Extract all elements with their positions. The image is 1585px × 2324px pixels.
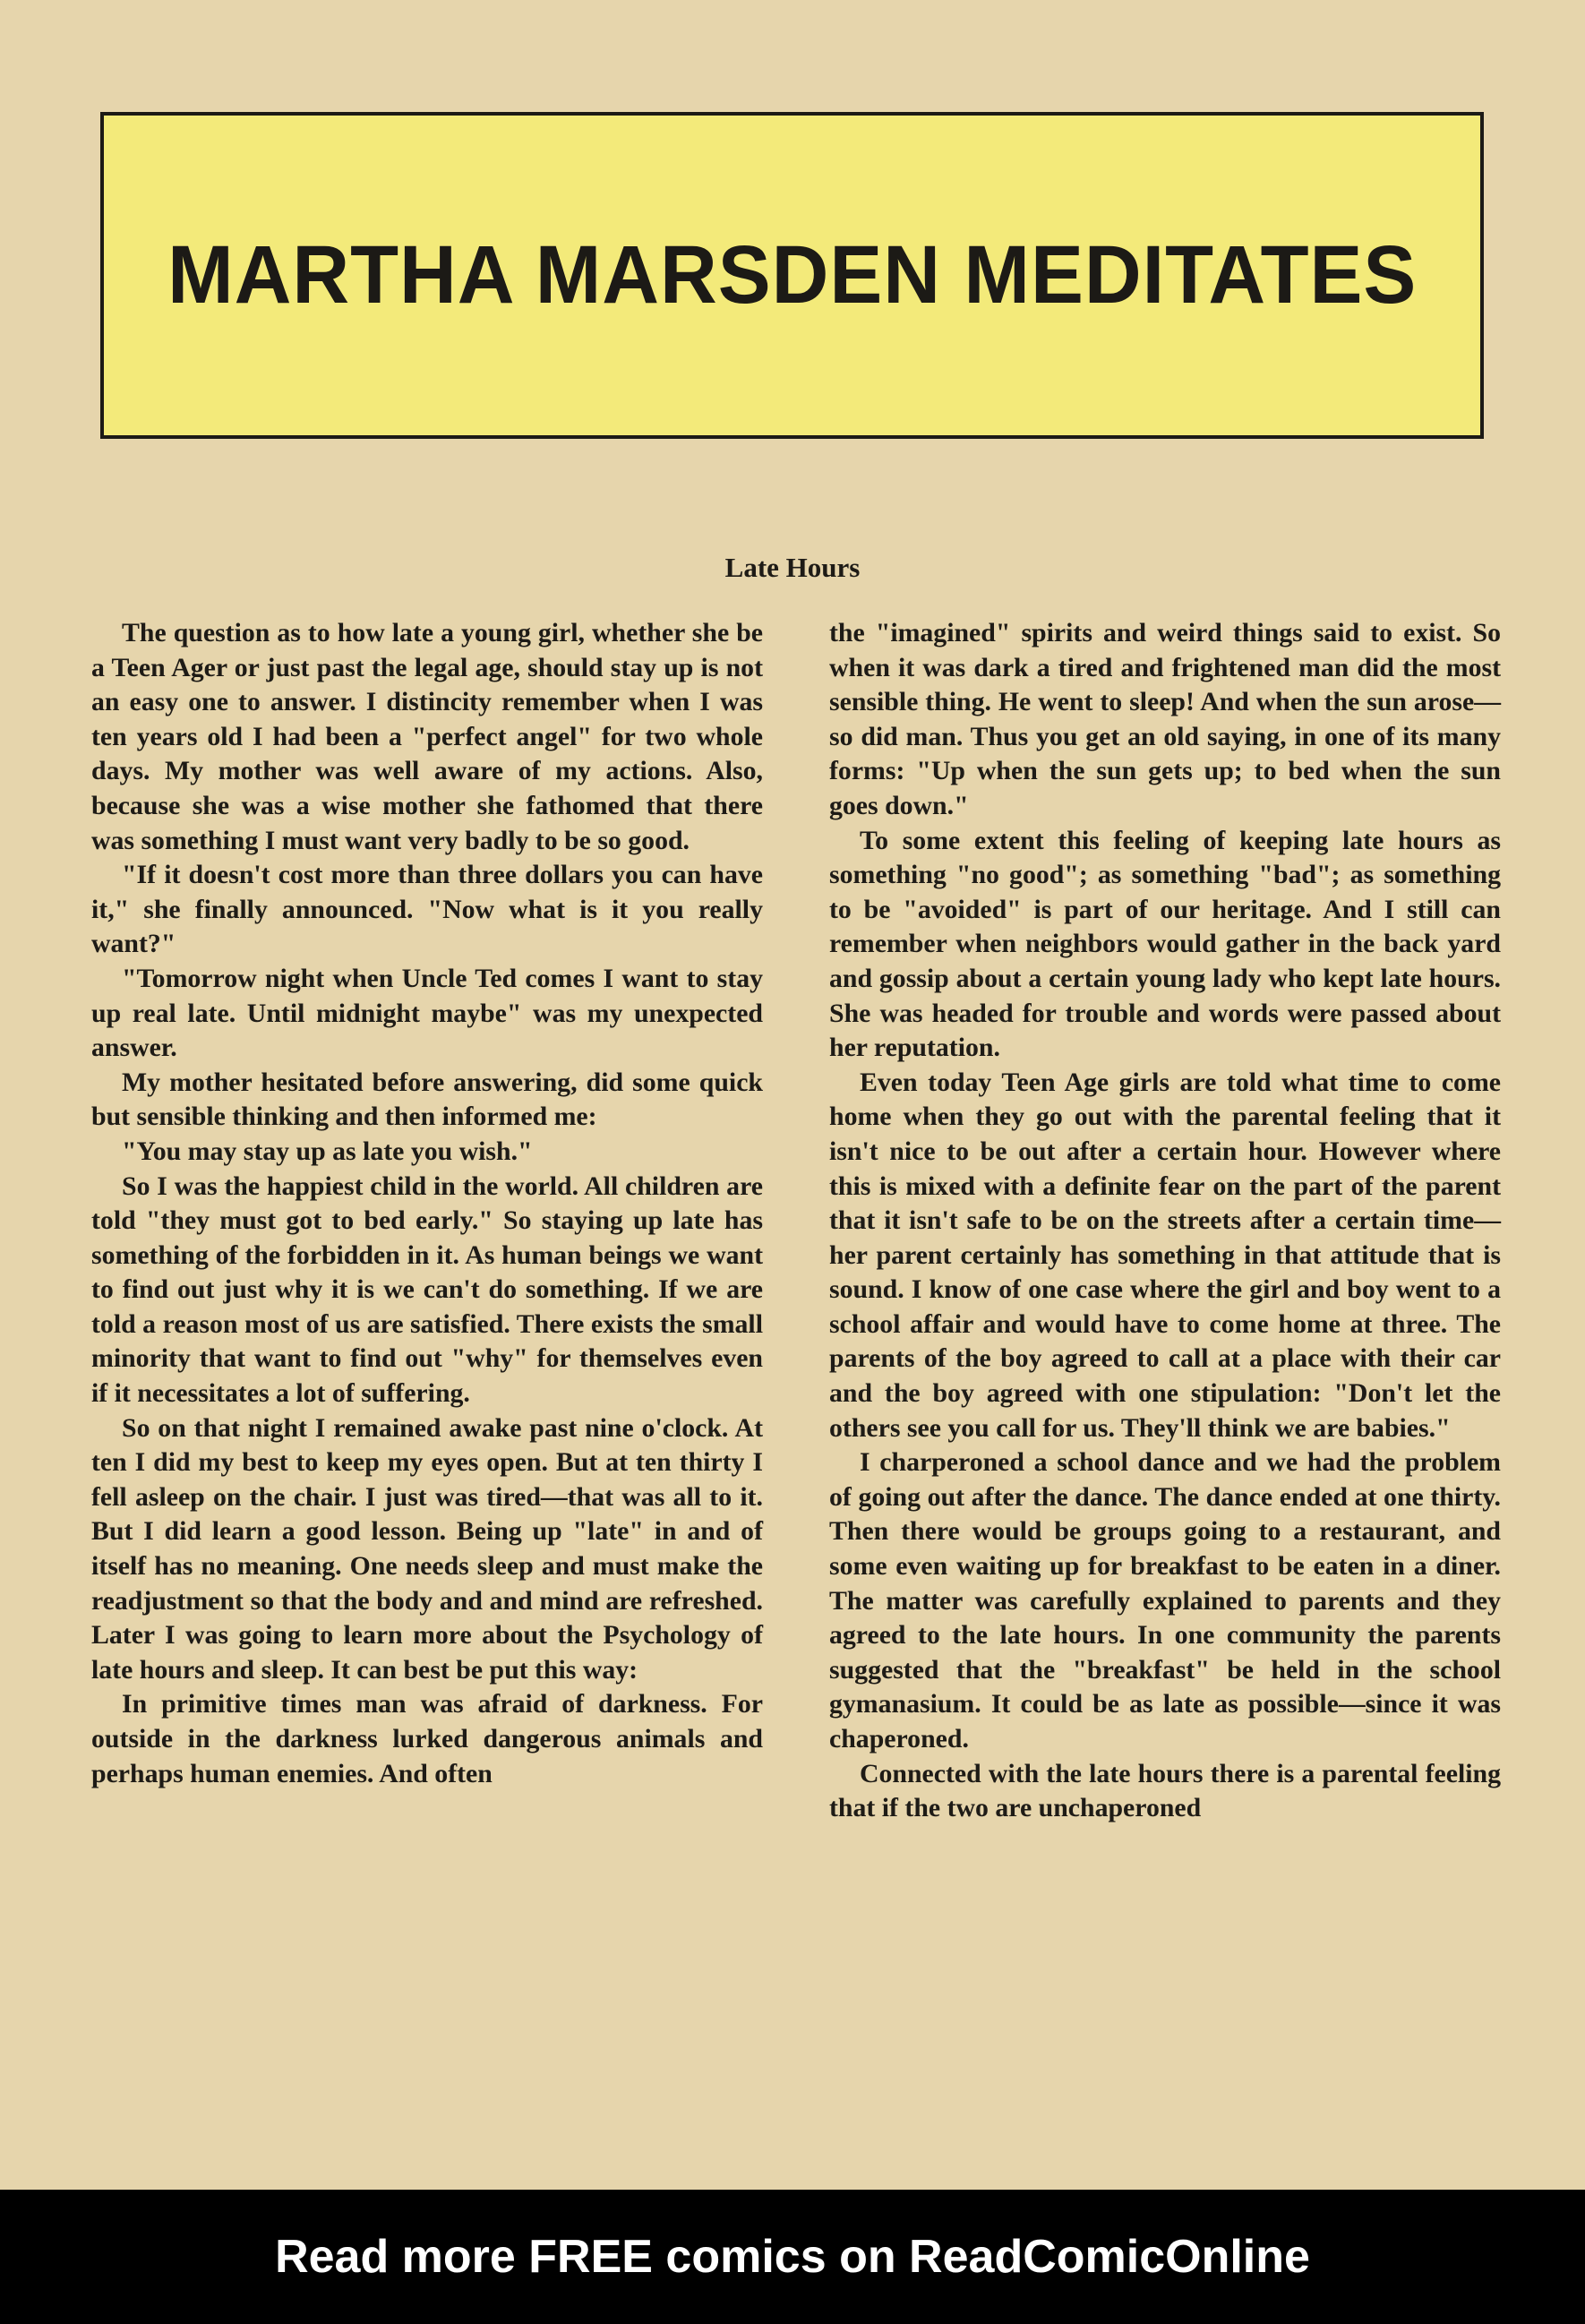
left-column [91, 616, 763, 1791]
paragraph: The question as to how late a young girl, whether she be a Teen Ager or just past the legal age, should stay up is not an easy one to answer. I distincity remember when I was ten years old I had been a "perfect angel" for two whole days. My mother was well aware of my actions. Also, because she was a wise mother she fathomed that there was something I must want very badly to be so good. [91, 618, 763, 855]
paragraph: My mother hesitated before answering, did some quick but sensible thinking and then informed me: [91, 1067, 763, 1132]
paragraph: "You may stay up as late you wish." [122, 1136, 533, 1166]
paragraph: the "imagined" spirits and weird things said to exist. So when it was dark a tired and frightened man did the most sensible thing. He went to sleep! And when the sun arose—so did man. Thus you get an old saying, in one of its many forms: "Up when the sun gets up; to bed when the sun goes down." [829, 618, 1501, 820]
paragraph: "If it doesn't cost more than three dollars you can have it," she finally announced. "Now what is it you really want?" [91, 860, 763, 959]
paragraph: "Tomorrow night when Uncle Ted comes I want to stay up real late. Until midnight maybe" was my unexpected answer. [91, 963, 763, 1063]
paragraph: Even today Teen Age girls are told what time to come home when they go out with the parental feeling that it isn't nice to be out after a certain hour. However where this is mixed with a definite fear on the part of the parent that it isn't safe to be on the streets after a certain time—her parent certainly has something in that attitude that is sound. I know of one case where the girl and boy went to a school affair and would have to come home at three. The parents of the boy agreed to call at a place with their car and the boy agreed with one stipulation: "Don't let the others see you call for us. They'll think we are babies." [829, 1067, 1501, 1443]
right-column [829, 616, 1501, 1826]
paragraph: So I was the happiest child in the world. All children are told "they must got to bed early." So staying up late has something of the forbidden in it. As human beings we want to find out just why it is we can't do something. If we are told a reason most of us are satisfied. There exists the small minority that want to find out "why" for themselves even if it necessitates a lot of suffering. [91, 1171, 763, 1409]
paragraph: I charperoned a school dance and we had the problem of going out after the dance. The dance ended at one thirty. Then there would be groups going to a restaurant, and some even waiting up for breakfast to be eaten in a diner. The matter was carefully explained to parents and they agreed to the late hours. In one community the parents suggested that the "breakfast" be held in the school gymanasium. It could be as late as possible—since it was chaperoned. [829, 1447, 1501, 1754]
promo-banner[interactable] [0, 2190, 1585, 2324]
page-title: MARTHA MARSDEN MEDITATES [167, 229, 1418, 321]
paragraph: In primitive times man was afraid of darkness. For outside in the darkness lurked dangerous animals and perhaps human enemies. And often [91, 1689, 763, 1788]
paragraph: Connected with the late hours there is a parental feeling that if the two are unchaperoned [829, 1758, 1501, 1823]
title-box [100, 112, 1484, 439]
promo-banner-text[interactable]: Read more FREE comics on ReadComicOnline [275, 2231, 1310, 2283]
paragraph: So on that night I remained awake past nine o'clock. At ten I did my best to keep my eyes open. But at ten thirty I fell asleep on the chair. I just was tired—that was all to it. But I did learn a good lesson. Being up "late" in and of itself has no meaning. One needs sleep and must make the readjustment so that the body and and mind are refreshed. Later I was going to learn more about the Psychology of late hours and sleep. It can best be put this way: [91, 1412, 763, 1685]
article-subtitle: Late Hours [724, 552, 861, 583]
paragraph: To some extent this feeling of keeping late hours as something "no good"; as something "bad"; as something to be "avoided" is part of our heritage. And I still can remember when neighbors would gather in the back yard and gossip about a certain young lady who kept late hours. She was headed for trouble and words were passed about her reputation. [829, 825, 1501, 1063]
